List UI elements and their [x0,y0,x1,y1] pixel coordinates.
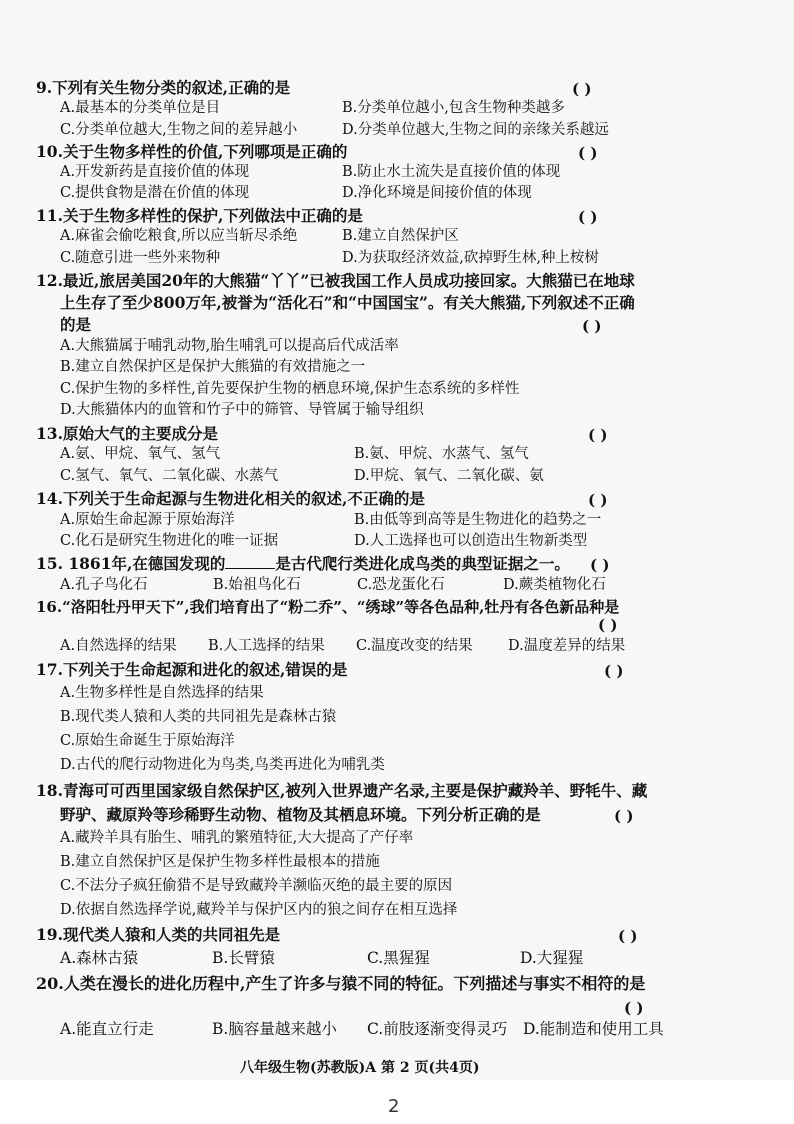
option-b: B.建立自然保护区是保护大熊猫的有效措施之一 [60,359,366,375]
answer-paren: ( ) [618,927,638,945]
option-a: A.自然选择的结果 [60,638,177,654]
answer-paren: ( ) [572,80,592,98]
question-15-stem-part1: 15. 1861年,在德国发现的 [36,554,226,573]
page-number: 2 [388,1096,400,1117]
question-9-stem: 9.下列有关生物分类的叙述,正确的是 [36,78,291,97]
page-footer: 八年级生物(苏教版)A 第 2 页(共4页) [240,1060,480,1076]
option-c: C.氢气、氧气、二氧化碳、水蒸气 [60,468,279,484]
option-d: D.大熊猫体内的血管和竹子中的筛管、导管属于输导组织 [60,402,424,418]
option-d: D.温度差异的结果 [508,638,626,654]
question-14-stem: 14.下列关于生命起源与生物进化相关的叙述,不正确的是 [36,489,425,508]
option-b: B.建立自然保护区 [342,228,459,244]
question-19-stem: 19.现代类人猿和人类的共同祖先是 [36,925,280,944]
option-d: D.净化环境是间接价值的体现 [342,185,532,201]
option-c: C.黑猩猩 [367,949,430,967]
option-b: B.现代类人猿和人类的共同祖先是森林古猿 [60,709,337,725]
answer-paren: ( ) [588,491,608,509]
option-b: B.脑容量越来越小 [212,1020,337,1038]
answer-paren: ( ) [578,208,598,226]
option-c: C.不法分子疯狂偷猎不是导致藏羚羊濒临灭绝的最主要的原因 [60,878,453,894]
option-b: B.防止水土流失是直接价值的体现 [342,164,561,180]
option-b: B.始祖鸟化石 [213,577,301,593]
option-a: A.最基本的分类单位是目 [60,100,221,116]
answer-paren: ( ) [598,616,618,634]
option-a: A.藏羚羊具有胎生、哺乳的繁殖特征,大大提高了产仔率 [60,830,414,846]
option-a: A.开发新药是直接价值的体现 [60,164,250,180]
option-a: A.森林古猿 [60,949,139,967]
answer-paren: ( ) [604,662,624,680]
question-15-stem [36,556,570,572]
option-b: B.人工选择的结果 [208,638,325,654]
option-b: B.由低等到高等是生物进化的趋势之一 [354,512,602,528]
option-b: B.氨、甲烷、水蒸气、氢气 [354,446,529,462]
question-12-stem-line3: 的是 [60,315,92,334]
question-12-stem-line2: 上生存了至少800万年,被誉为“活化石”和“中国国宝”。有关大熊猫,下列叙述不正确 [60,293,635,312]
answer-paren: ( ) [582,317,602,335]
option-a: A.氨、甲烷、氧气、氢气 [60,446,221,462]
question-12-stem-line1: 12.最近,旅居美国20年的大熊猫“丫丫”已被我国工作人员成功接回家。大熊猫已在地球 [36,271,635,290]
option-d: D.蕨类植物化石 [503,577,606,593]
answer-paren: ( ) [588,426,608,444]
option-a: A.能直立行走 [60,1020,154,1038]
question-11-stem: 11.关于生物多样性的保护,下列做法中正确的是 [36,206,363,225]
option-c: C.原始生命诞生于原始海洋 [60,733,235,749]
option-a: A.大熊猫属于哺乳动物,胎生哺乳可以提高后代成活率 [60,338,399,354]
option-b: B.建立自然保护区是保护生物多样性最根本的措施 [60,854,380,870]
option-a: A.麻雀会偷吃粮食,所以应当斩尽杀绝 [60,228,298,244]
option-a: A.原始生命起源于原始海洋 [60,512,235,528]
question-16-stem: 16.“洛阳牡丹甲天下”,我们培育出了“粉二乔”、“绣球”等各色品种,牡丹有各色新品种是 [36,598,620,616]
answer-paren: ( ) [614,807,634,825]
option-d: D.能制造和使用工具 [523,1020,664,1038]
option-c: C.温度改变的结果 [356,638,473,654]
question-15-stem-part2: 是古代爬行类进化成鸟类的典型证据之一。 [275,554,570,573]
option-c: C.保护生物的多样性,首先要保护生物的栖息环境,保护生态系统的多样性 [60,381,520,397]
option-c: C.恐龙蛋化石 [357,577,445,593]
question-18-stem-line1: 18.青海可可西里国家级自然保护区,被列入世界遗产名录,主要是保护藏羚羊、野牦牛、藏 [36,781,648,800]
option-d: D.人工选择也可以创造出生物新类型 [354,533,588,549]
option-d: D.为获取经济效益,砍掉野生林,种上桉树 [342,250,599,266]
option-d: D.大猩猩 [520,949,584,967]
option-c: C.前肢逐渐变得灵巧 [367,1020,508,1038]
option-c: C.提供食物是潜在价值的体现 [60,185,250,201]
option-d: D.分类单位越大,生物之间的亲缘关系越远 [342,122,609,138]
option-c: C.随意引进一些外来物种 [60,250,221,266]
answer-paren: ( ) [590,556,610,574]
answer-paren: ( ) [624,999,644,1017]
option-a: A.孔子鸟化石 [60,577,148,593]
option-c: C.分类单位越大,生物之间的差异越小 [60,122,298,138]
fill-blank [225,556,275,569]
question-18-stem-line2: 野驴、藏原羚等珍稀野生动物、植物及其栖息环境。下列分析正确的是 [60,805,541,824]
option-d: D.依据自然选择学说,藏羚羊与保护区内的狼之间存在相互选择 [60,902,458,918]
option-a: A.生物多样性是自然选择的结果 [60,685,264,701]
question-10-stem: 10.关于生物多样性的价值,下列哪项是正确的 [36,142,348,161]
option-b: B.长臂猿 [212,949,275,967]
question-13-stem: 13.原始大气的主要成分是 [36,424,218,443]
option-c: C.化石是研究生物进化的唯一证据 [60,533,279,549]
answer-paren: ( ) [578,144,598,162]
option-d: D.古代的爬行动物进化为鸟类,鸟类再进化为哺乳类 [60,757,385,773]
option-b: B.分类单位越小,包含生物种类越多 [342,100,565,116]
question-17-stem: 17.下列关于生命起源和进化的叙述,错误的是 [36,660,348,679]
question-20-stem: 20.人类在漫长的进化历程中,产生了许多与猿不同的特征。下列描述与事实不相符的是 [36,974,646,993]
option-d: D.甲烷、氧气、二氧化碳、氨 [354,468,544,484]
